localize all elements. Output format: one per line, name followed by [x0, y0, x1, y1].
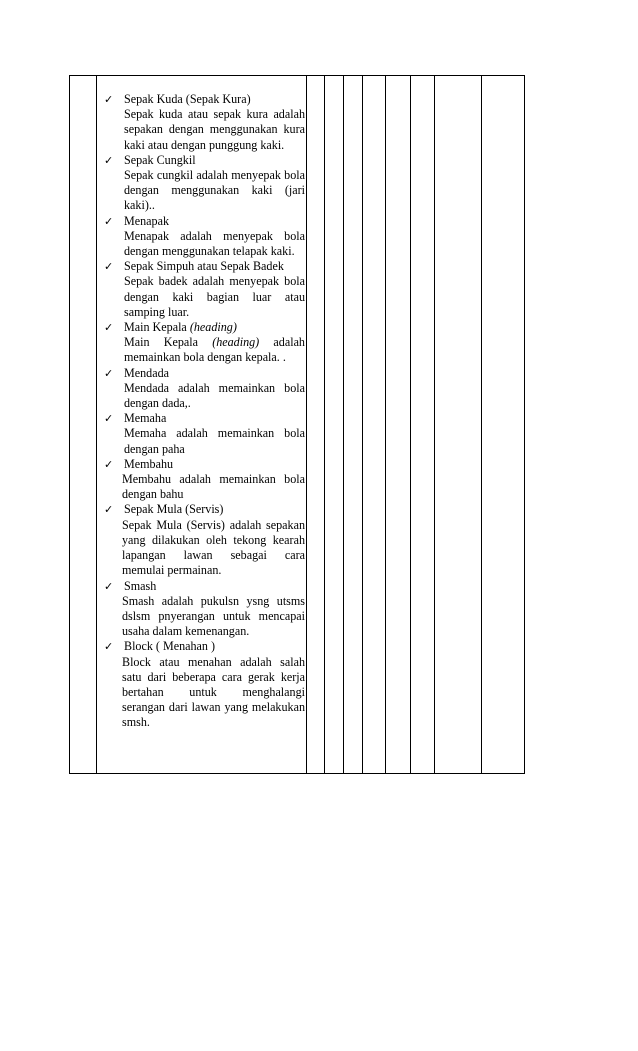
- item-title: ✓ Sepak Cungkil: [104, 152, 196, 167]
- item-title: ✓ Smash: [104, 578, 157, 593]
- item-description: Block atau menahan adalah salah satu dari beberapa cara gerak kerja bertahan untuk menghalangi serangan dari lawan yang melakukan smsh.: [122, 654, 305, 730]
- item-title: ✓ Sepak Kuda (Sepak Kura): [104, 92, 251, 106]
- technique-list: [104, 92, 305, 731]
- item-description: Main Kepala (heading) adalah memainkan bola dengan kepala. .: [124, 335, 305, 365]
- item-description: Membahu adalah memainkan bola dengan bahu: [122, 472, 305, 502]
- column-divider: [306, 76, 307, 773]
- column-divider: [324, 76, 325, 773]
- column-divider: [96, 76, 97, 773]
- checkmark-icon: ✓: [104, 412, 114, 426]
- item-description: Sepak kuda atau sepak kura adalah sepakan dengan menggunakan kura kaki atau dengan punggung kaki.: [124, 107, 305, 152]
- item-title: ✓ Membahu: [104, 456, 174, 471]
- checkmark-icon: ✓: [104, 366, 114, 380]
- checkmark-icon: ✓: [104, 579, 114, 593]
- list-item: [104, 366, 305, 412]
- checkmark-icon: ✓: [104, 93, 114, 106]
- item-description: Menapak adalah menyepak bola dengan menggunakan telapak kaki.: [124, 228, 305, 259]
- column-divider: [410, 76, 411, 773]
- checkmark-icon: ✓: [104, 503, 114, 517]
- list-item: [104, 639, 305, 730]
- checkmark-icon: ✓: [104, 214, 114, 228]
- list-item: [104, 579, 305, 640]
- column-divider: [385, 76, 386, 773]
- list-item: [104, 92, 305, 153]
- checkmark-icon: ✓: [104, 321, 114, 335]
- item-title: ✓ Main Kepala (heading): [104, 320, 237, 335]
- item-description: Memaha adalah memainkan bola dengan paha: [124, 426, 305, 456]
- list-item: [104, 320, 305, 366]
- item-description: Sepak badek adalah menyepak bola dengan kaki bagian luar atau samping luar.: [124, 274, 305, 319]
- item-description: Mendada adalah memainkan bola dengan dada,.: [124, 380, 305, 411]
- column-divider: [434, 76, 435, 773]
- list-item: [104, 153, 305, 214]
- item-title: ✓ Memaha: [104, 411, 167, 426]
- item-title: ✓ Menapak: [104, 213, 169, 228]
- item-title: ✓ Block ( Menahan ): [104, 639, 216, 654]
- item-description: Smash adalah pukulsn ysng utsms dslsm pnyerangan untuk mencapai usaha dalam kemenangan.: [122, 593, 305, 639]
- item-title: ✓ Sepak Simpuh atau Sepak Badek: [104, 259, 284, 274]
- column-divider: [362, 76, 363, 773]
- list-item: [104, 214, 305, 260]
- checkmark-icon: ✓: [104, 640, 114, 654]
- column-divider: [343, 76, 344, 773]
- item-description: Sepak cungkil adalah menyepak bola dengan menggunakan kaki (jari kaki)..: [124, 168, 305, 213]
- list-item: [104, 259, 305, 320]
- checkmark-icon: ✓: [104, 260, 114, 274]
- list-item: [104, 457, 305, 503]
- item-title: ✓ Mendada: [104, 365, 169, 380]
- list-item: [104, 502, 305, 578]
- column-divider: [481, 76, 482, 773]
- checkmark-icon: ✓: [104, 153, 114, 167]
- checkmark-icon: ✓: [104, 457, 114, 471]
- item-title: ✓ Sepak Mula (Servis): [104, 502, 224, 517]
- list-item: [104, 411, 305, 457]
- item-description: Sepak Mula (Servis) adalah sepakan yang dilakukan oleh tekong kearah lapangan lawan sebagai cara memulai permainan.: [122, 517, 305, 578]
